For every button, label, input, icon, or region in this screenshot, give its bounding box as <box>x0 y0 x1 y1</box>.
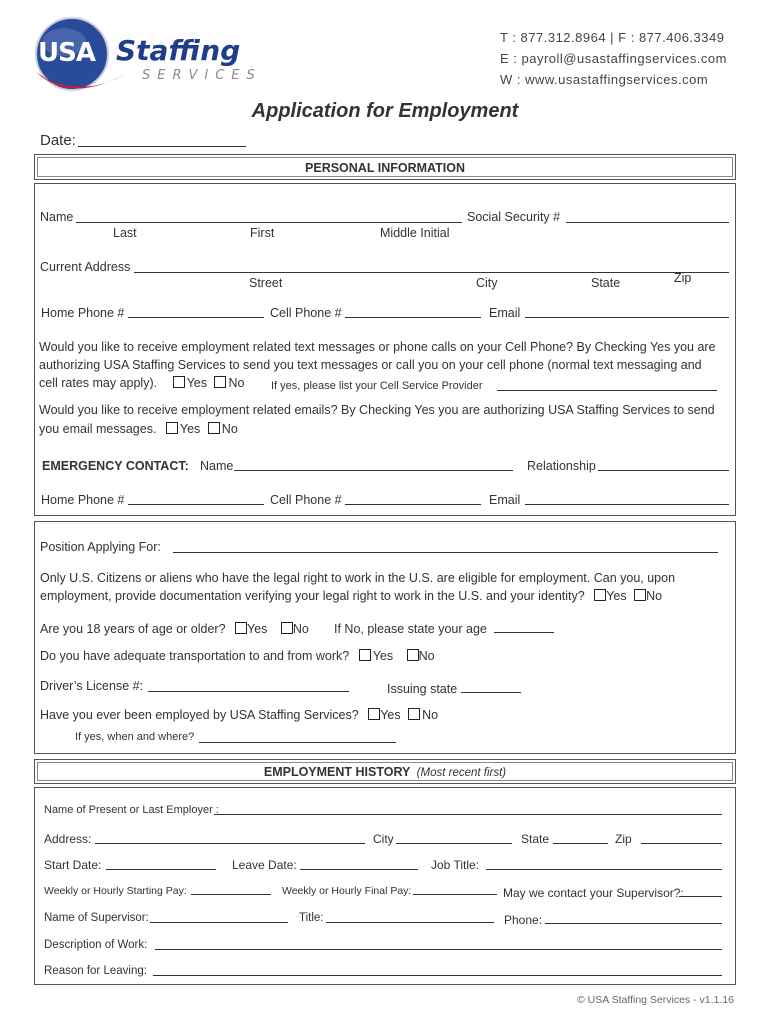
state-label: State <box>591 276 621 290</box>
sms-no-label: No <box>228 376 245 390</box>
email-question-line1: Would you like to receive employment related emails? By Checking Yes you are authorizing USA Staffing Services to send <box>39 403 715 417</box>
employment-header <box>34 759 736 784</box>
contact-phone: T : 877.312.8964 | F : 877.406.3349 <box>500 30 725 45</box>
email-label: Email <box>489 306 521 320</box>
citizen-yes-checkbox[interactable] <box>594 589 606 601</box>
sms-yes-label: Yes <box>186 376 207 390</box>
page-title: Application for Employment <box>251 100 519 122</box>
employed-no-checkbox[interactable] <box>408 708 420 720</box>
emp-address-field[interactable] <box>95 843 365 844</box>
final-pay-label: Weekly or Hourly Final Pay: <box>282 885 412 897</box>
company-logo <box>30 12 262 107</box>
start-pay-field[interactable] <box>191 894 271 895</box>
age-no-label: No <box>292 622 309 636</box>
supervisor-title-label: Title: <box>299 912 324 924</box>
license-label: Driver’s License #: <box>40 679 144 693</box>
logo-staffing: Staffing <box>116 34 241 67</box>
sms-question-line1: Would you like to receive employment related text messages or phone calls on your Cell Phone? By Checking Yes you are <box>39 340 716 354</box>
start-date-field[interactable] <box>106 869 216 870</box>
age-field[interactable] <box>494 632 554 633</box>
transport-yes-checkbox[interactable] <box>359 649 371 661</box>
supervisor-name-label: Name of Supervisor: <box>44 912 149 924</box>
contact-supervisor-label: May we contact your Supervisor?: <box>503 886 684 900</box>
emp-state-field[interactable] <box>553 843 608 844</box>
emergency-email-field[interactable] <box>525 504 729 505</box>
employed-no-label: No <box>422 708 439 722</box>
logo-usa: USA <box>38 38 95 68</box>
license-field[interactable] <box>148 691 349 692</box>
provider-label: If yes, please list your Cell Service Provider <box>271 380 483 392</box>
citizen-question-line1: Only U.S. Citizens or aliens who have the legal right to work in the U.S. are eligible for employment. Can you, upon <box>40 571 676 585</box>
address-label: Current Address <box>40 260 131 274</box>
emergency-label: EMERGENCY CONTACT: <box>42 459 189 473</box>
final-pay-field[interactable] <box>413 894 497 895</box>
sms-question-line3-text: cell rates may apply). <box>39 376 158 390</box>
position-field[interactable] <box>173 552 718 553</box>
middle-label: Middle Initial <box>380 226 450 240</box>
home-phone-label: Home Phone # <box>41 306 125 320</box>
employed-yes-checkbox[interactable] <box>368 708 380 720</box>
first-label: First <box>250 226 275 240</box>
supervisor-name-field[interactable] <box>150 922 288 923</box>
issuing-state-label: Issuing state <box>387 682 458 696</box>
citizen-question-line2 <box>40 589 662 603</box>
citizen-question-line2-text: employment, provide documentation verifying your legal right to work in the U.S. and your identity? <box>40 589 585 603</box>
supervisor-phone-field[interactable] <box>545 923 722 924</box>
employed-yes-label: Yes <box>380 708 401 722</box>
name-label: Name <box>40 210 74 224</box>
issuing-state-field[interactable] <box>461 692 521 693</box>
transport-no-checkbox[interactable] <box>407 649 419 661</box>
cell-phone-label: Cell Phone # <box>270 306 342 320</box>
description-label: Description of Work: <box>44 939 148 951</box>
emp-city-label: City <box>373 832 394 846</box>
citizen-no-label: No <box>646 589 663 603</box>
sms-no-checkbox[interactable] <box>214 376 226 388</box>
contact-web: W : www.usastaffingservices.com <box>500 72 709 87</box>
email-yes-checkbox[interactable] <box>166 422 178 434</box>
age-question-text: Are you 18 years of age or older? <box>40 622 226 636</box>
cell-phone-field[interactable] <box>345 317 481 318</box>
start-pay-label: Weekly or Hourly Starting Pay: <box>44 885 187 897</box>
employed-question <box>40 708 438 722</box>
contact-email: E : payroll@usastaffingservices.com <box>500 51 727 66</box>
emergency-cell-phone-label: Cell Phone # <box>270 493 342 507</box>
provider-field[interactable] <box>497 390 717 391</box>
age-question <box>40 622 309 636</box>
relationship-label: Relationship <box>527 459 596 473</box>
date-field[interactable] <box>78 146 246 147</box>
transport-no-label: No <box>418 649 435 663</box>
zip-label: Zip <box>674 271 692 285</box>
employer-label: Name of Present or Last Employer : <box>44 804 219 816</box>
reason-field[interactable] <box>153 975 722 976</box>
date-label: Date: <box>40 132 76 149</box>
city-label: City <box>476 276 498 290</box>
employer-field[interactable] <box>214 814 722 815</box>
ssn-label: Social Security # <box>467 210 561 224</box>
emergency-name-field[interactable] <box>234 470 513 471</box>
emergency-name-label: Name <box>200 459 234 473</box>
age-yes-checkbox[interactable] <box>235 622 247 634</box>
logo-services: SERVICES <box>142 68 262 83</box>
home-phone-field[interactable] <box>128 317 264 318</box>
job-title-field[interactable] <box>486 869 722 870</box>
last-label: Last <box>113 226 137 240</box>
ssn-field[interactable] <box>566 222 729 223</box>
emergency-home-phone-label: Home Phone # <box>41 493 125 507</box>
sms-question-line2: authorizing USA Staffing Services to send you text messages or call you on your cell phone (normal text messaging and <box>39 358 702 372</box>
age-no-checkbox[interactable] <box>281 622 293 634</box>
address-field[interactable] <box>134 272 729 273</box>
footer-copyright: © USA Staffing Services - v1.1.16 <box>577 994 734 1006</box>
emp-zip-field[interactable] <box>641 843 722 844</box>
personal-header <box>34 154 736 180</box>
age-yes-label: Yes <box>247 622 268 636</box>
email-question-line2-text: you email messages. <box>39 422 157 436</box>
age-state-label: If No, please state your age <box>334 622 487 636</box>
citizen-yes-label: Yes <box>606 589 627 603</box>
description-field[interactable] <box>155 949 722 950</box>
when-where-field[interactable] <box>199 742 396 743</box>
position-label: Position Applying For: <box>40 540 161 554</box>
name-field[interactable] <box>76 222 462 223</box>
employment-header-note: (Most recent first) <box>416 767 507 779</box>
email-no-checkbox[interactable] <box>208 422 220 434</box>
street-label: Street <box>249 276 283 290</box>
start-date-label: Start Date: <box>44 858 102 872</box>
sms-question-line3 <box>39 376 244 390</box>
emergency-email-label: Email <box>489 493 521 507</box>
emp-address-label: Address: <box>44 832 92 846</box>
emp-state-label: State <box>521 832 550 846</box>
job-title-label: Job Title: <box>431 858 480 872</box>
emp-city-field[interactable] <box>396 843 512 844</box>
citizen-no-checkbox[interactable] <box>634 589 646 601</box>
employed-question-text: Have you ever been employed by USA Staffing Services? <box>40 708 359 722</box>
contact-supervisor-field[interactable] <box>679 896 722 897</box>
leave-date-field[interactable] <box>300 869 418 870</box>
leave-date-label: Leave Date: <box>232 858 297 872</box>
transport-question-text: Do you have adequate transportation to and from work? <box>40 649 350 663</box>
when-where-label: If yes, when and where? <box>75 731 195 743</box>
email-field[interactable] <box>525 317 729 318</box>
emp-zip-label: Zip <box>615 832 632 846</box>
email-yes-label: Yes <box>179 422 201 436</box>
emergency-home-phone-field[interactable] <box>128 504 264 505</box>
personal-header-text: PERSONAL INFORMATION <box>305 161 465 175</box>
transport-question <box>40 649 435 663</box>
sms-yes-checkbox[interactable] <box>173 376 185 388</box>
supervisor-title-field[interactable] <box>326 922 494 923</box>
employment-header-text: EMPLOYMENT HISTORY <box>263 765 411 779</box>
reason-label: Reason for Leaving: <box>44 965 147 977</box>
supervisor-phone-label: Phone: <box>504 913 543 927</box>
email-no-label: No <box>221 422 238 436</box>
email-question-line2 <box>39 422 238 436</box>
transport-yes-label: Yes <box>372 649 394 663</box>
emergency-cell-phone-field[interactable] <box>345 504 481 505</box>
relationship-field[interactable] <box>598 470 729 471</box>
